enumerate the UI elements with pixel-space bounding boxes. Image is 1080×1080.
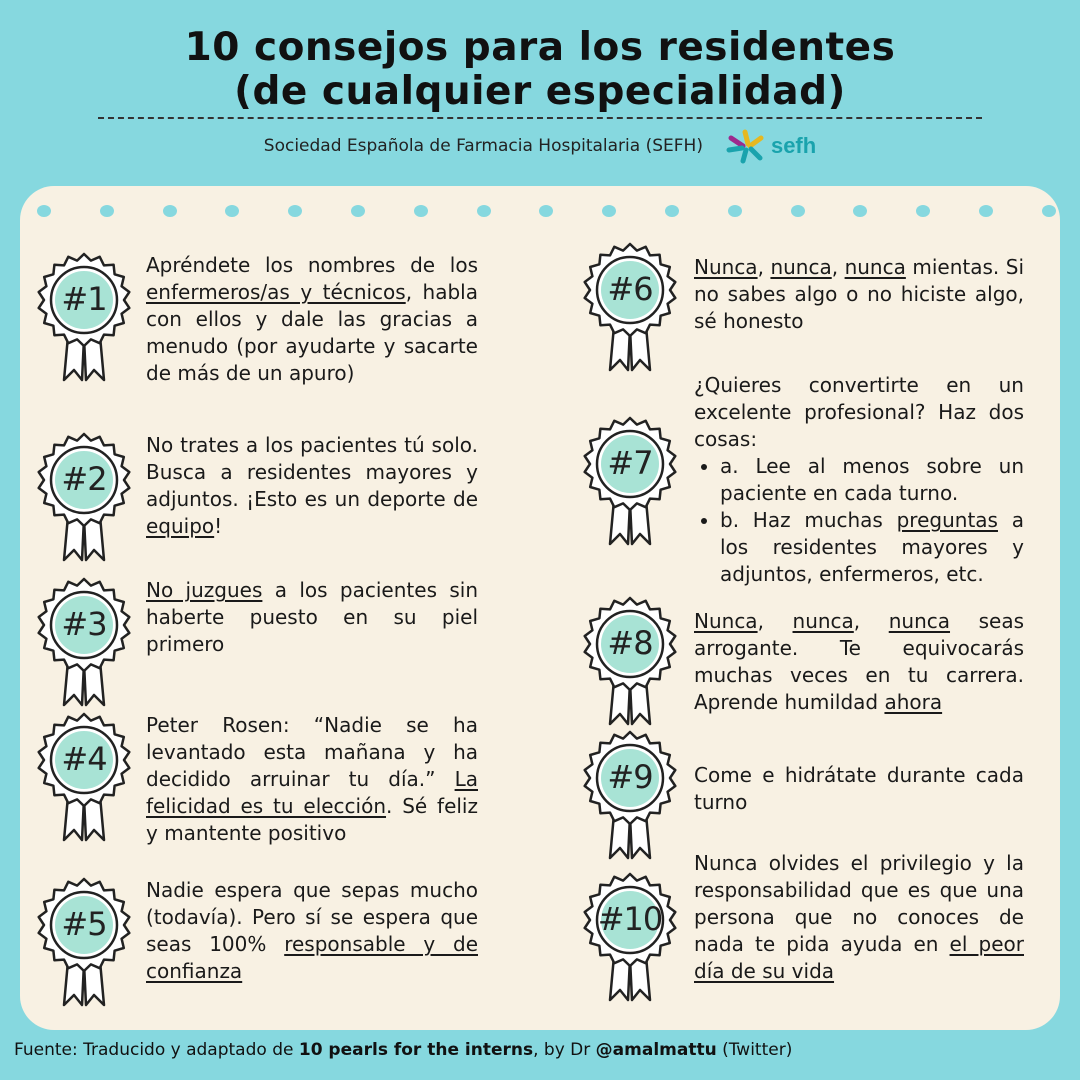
underlined-text: nunca xyxy=(792,609,854,633)
tip-text xyxy=(694,608,1024,716)
badge-number: #5 xyxy=(61,905,107,943)
binding-hole xyxy=(351,205,365,217)
text-segment: Nadie espera que sepas mucho (todavía). Pero sí se espera que seas 100% xyxy=(146,878,478,956)
tip-5 xyxy=(30,877,478,1009)
underlined-text: No juzgues xyxy=(146,578,263,602)
text-segment: , xyxy=(757,609,793,633)
tip-text xyxy=(146,712,478,847)
footer-prefix: Fuente: Traducido y adaptado de xyxy=(14,1040,299,1060)
text-segment: Nunca olvides el privilegio y la responsabilidad que es que una persona que no conoces de nada te pida ayuda en xyxy=(694,851,1024,956)
badge-number: #7 xyxy=(607,444,653,482)
tip-text xyxy=(694,372,1024,588)
page-title xyxy=(0,26,1080,114)
binding-hole xyxy=(477,205,491,217)
binding-hole xyxy=(539,205,553,217)
badge-number: #2 xyxy=(61,460,107,498)
card-binding-holes xyxy=(20,205,1060,219)
badge-5 xyxy=(30,877,138,1009)
tip-7-item-b-start: b. Haz muchas xyxy=(720,508,897,532)
tip-text xyxy=(146,577,478,658)
sefh-logo xyxy=(725,128,816,164)
text-segment: No trates a los pacientes tú solo. Busca a residentes mayores y adjuntos. ¡Esto es un deporte de xyxy=(146,433,478,511)
tip-text xyxy=(694,762,1024,816)
badge-number: #8 xyxy=(607,624,653,662)
binding-hole xyxy=(37,205,51,217)
underlined-text: enfermeros/as y técnicos xyxy=(146,280,406,304)
binding-hole xyxy=(979,205,993,217)
tip-4 xyxy=(30,712,478,847)
binding-hole xyxy=(728,205,742,217)
logo-text: sefh xyxy=(770,133,817,158)
underlined-text: nunca xyxy=(770,255,832,279)
tip-text xyxy=(694,850,1024,985)
footer-by: , by Dr xyxy=(533,1040,596,1060)
badge-number: #6 xyxy=(607,270,653,308)
footer-platform: Twitter xyxy=(728,1040,786,1060)
badge-6 xyxy=(576,242,684,374)
tip-2 xyxy=(30,432,478,564)
tip-8 xyxy=(576,596,1026,728)
badge-3 xyxy=(30,577,138,709)
title-divider xyxy=(98,117,982,119)
text-segment: ! xyxy=(214,514,223,538)
tip-7-intro: ¿Quieres convertirte en un excelente profesional? Haz dos cosas: xyxy=(694,373,1024,451)
tip-7-item-b-end: a los residentes mayores y adjuntos, enfermeros, etc. xyxy=(720,508,1024,586)
tip-3 xyxy=(30,577,478,709)
badge-1 xyxy=(30,252,138,384)
tip-1 xyxy=(30,252,478,387)
underlined-text: Nunca xyxy=(694,255,758,279)
text-segment: Peter Rosen: “Nadie se ha levantado esta mañana y ha decidido arruinar tu día.” xyxy=(146,713,478,791)
binding-hole xyxy=(163,205,177,217)
underlined-text: el peor día de su vida xyxy=(694,932,1024,983)
text-segment: a los pacientes sin haberte puesto en su piel primero xyxy=(146,578,478,656)
text-segment: . Sé feliz y mantente positivo xyxy=(146,794,478,845)
binding-hole xyxy=(225,205,239,217)
badge-number: #1 xyxy=(61,280,107,318)
underlined-text: ahora xyxy=(884,690,943,714)
badge-2 xyxy=(30,432,138,564)
underlined-text: responsable y de confianza xyxy=(146,932,478,983)
title-line-2: (de cualquier especialidad) xyxy=(234,69,846,114)
underlined-text: Nunca xyxy=(694,609,758,633)
organization-row xyxy=(0,128,1080,164)
organization-name: Sociedad Española de Farmacia Hospitalaria (SEFH) xyxy=(263,136,703,156)
tip-7-item-a: • a. Lee al menos sobre un paciente en cada turno. xyxy=(720,453,1024,507)
footer-close-paren: ) xyxy=(785,1040,793,1060)
tip-text xyxy=(146,877,478,985)
tip-text xyxy=(146,432,478,540)
tip-7 xyxy=(576,372,1026,588)
text-segment: mientas. Si no sabes algo o no hiciste algo, sé honesto xyxy=(694,255,1024,333)
binding-hole xyxy=(791,205,805,217)
badge-10 xyxy=(576,872,684,1004)
binding-hole xyxy=(1042,205,1056,217)
binding-hole xyxy=(288,205,302,217)
badge-9 xyxy=(576,730,684,862)
binding-hole xyxy=(414,205,428,217)
underlined-text: nunca xyxy=(844,255,906,279)
text-segment: Come e hidrátate durante cada turno xyxy=(694,763,1024,814)
binding-hole xyxy=(916,205,930,217)
binding-hole xyxy=(853,205,867,217)
badge-7 xyxy=(576,416,684,548)
text-segment: Apréndete los nombres de los xyxy=(146,253,478,277)
footer-handle: @amalmattu xyxy=(595,1040,717,1060)
text-segment: , xyxy=(757,255,771,279)
underlined-text: La felicidad es tu elección xyxy=(146,767,478,818)
tip-10 xyxy=(576,850,1026,1004)
underlined-text: nunca xyxy=(888,609,951,633)
source-footer xyxy=(14,1040,792,1060)
binding-hole xyxy=(665,205,679,217)
footer-open-paren: ( xyxy=(716,1040,729,1060)
binding-hole xyxy=(602,205,616,217)
tip-text xyxy=(694,254,1024,335)
tip-text xyxy=(146,252,478,387)
badge-number: #10 xyxy=(597,900,663,938)
tip-7-item-b xyxy=(720,507,1024,588)
title-line-1: 10 consejos para los residentes xyxy=(184,25,896,70)
badge-number: #9 xyxy=(607,758,653,796)
underlined-text: equipo xyxy=(146,514,215,538)
badge-8 xyxy=(576,596,684,728)
tip-9 xyxy=(576,730,1026,862)
tip-7-list xyxy=(694,453,1024,588)
text-segment: , xyxy=(831,255,845,279)
text-segment: , xyxy=(853,609,889,633)
badge-4 xyxy=(30,712,138,844)
tip-6 xyxy=(576,242,1026,374)
text-segment: , habla con ellos y dale las gracias a menudo (por ayudarte y sacarte de más de un apuro) xyxy=(146,280,478,385)
tip-7-item-b-underlined: preguntas xyxy=(896,508,998,532)
badge-number: #3 xyxy=(61,605,107,643)
footer-source-title: 10 pearls for the interns xyxy=(298,1040,534,1060)
sefh-logo-icon xyxy=(725,128,767,164)
text-segment: seas arrogante. Te equivocarás muchas veces en tu carrera. Aprende humildad xyxy=(694,609,1024,714)
binding-hole xyxy=(100,205,114,217)
badge-number: #4 xyxy=(61,740,107,778)
